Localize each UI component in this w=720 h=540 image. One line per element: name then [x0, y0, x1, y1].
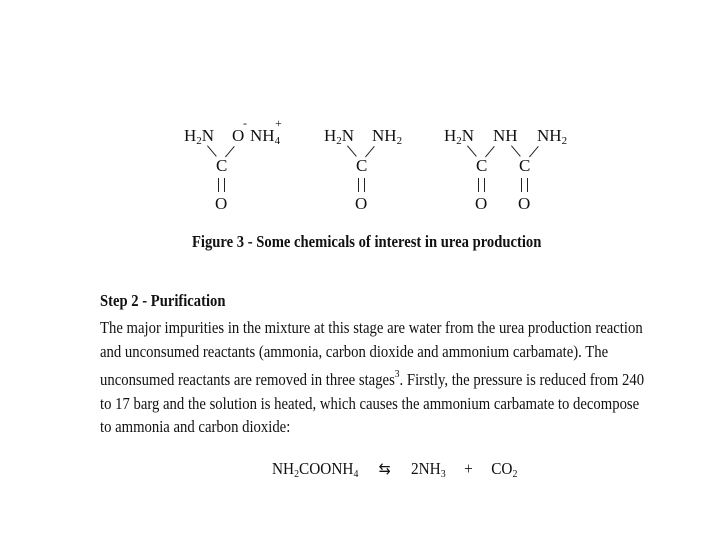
product-label: $2NH_3$ — [410, 459, 446, 480]
carbon-label: C — [476, 156, 488, 175]
double-bond — [521, 178, 528, 192]
negative-charge-label: - — [243, 116, 247, 130]
product-label: $CO_2$ — [491, 459, 518, 480]
reactant-label: $NH_2COONH_4$ — [272, 459, 359, 480]
paragraph-line: to ammonia and carbon dioxide: — [100, 417, 291, 436]
positive-charge-label: + — [275, 116, 282, 130]
carbon-label: C — [356, 156, 368, 175]
carbonyl-oxygen-label: O — [215, 194, 228, 213]
paragraph-line: to 17 barg and the solution is heated, which causes the ammonium carbamate to decompose — [100, 393, 640, 413]
footnote-reference[interactable]: 3 — [394, 368, 400, 380]
amine-group-label: $H_2N$ — [444, 126, 475, 147]
amine-group-label: $H_2N$ — [324, 126, 355, 147]
paragraph-line: and unconsumed reactants (ammonia, carbon dioxide and ammonium carbamate). The — [100, 341, 609, 361]
carbonyl-oxygen-label: O — [475, 194, 488, 213]
double-bond — [218, 178, 225, 192]
equilibrium-arrow-icon: ⇆ — [378, 459, 391, 478]
carbon-label: C — [519, 156, 531, 175]
paragraph-line: The major impurities in the mixture at this stage are water from the urea production reaction — [100, 318, 643, 337]
double-bond — [478, 178, 485, 192]
paragraph — [100, 316, 720, 439]
carbonyl-oxygen-label: O — [518, 194, 531, 213]
bond-line — [529, 146, 539, 157]
carbonyl-oxygen-label: O — [355, 194, 368, 213]
ammonium-label: $NH_4$ — [250, 126, 281, 147]
plus-sign: + — [464, 459, 473, 478]
imine-group-label: NH — [493, 126, 518, 145]
figure-caption: Figure 3 - Some chemicals of interest in urea production — [192, 232, 542, 251]
chemical-equation — [272, 459, 517, 480]
paragraph-line: unconsumed reactants are removed in three stages$^3$. Firstly, the pressure is reduced from 240 — [100, 368, 645, 389]
double-bond — [358, 178, 365, 192]
amine-group-label: $H_2N$ — [184, 126, 215, 147]
amine-group-label: $NH_2$ — [372, 126, 403, 147]
section-heading: Step 2 - Purification — [100, 291, 226, 310]
amine-group-label: $NH_2$ — [537, 126, 568, 147]
oxygen-anion-label: O — [232, 126, 245, 145]
carbon-label: C — [216, 156, 228, 175]
